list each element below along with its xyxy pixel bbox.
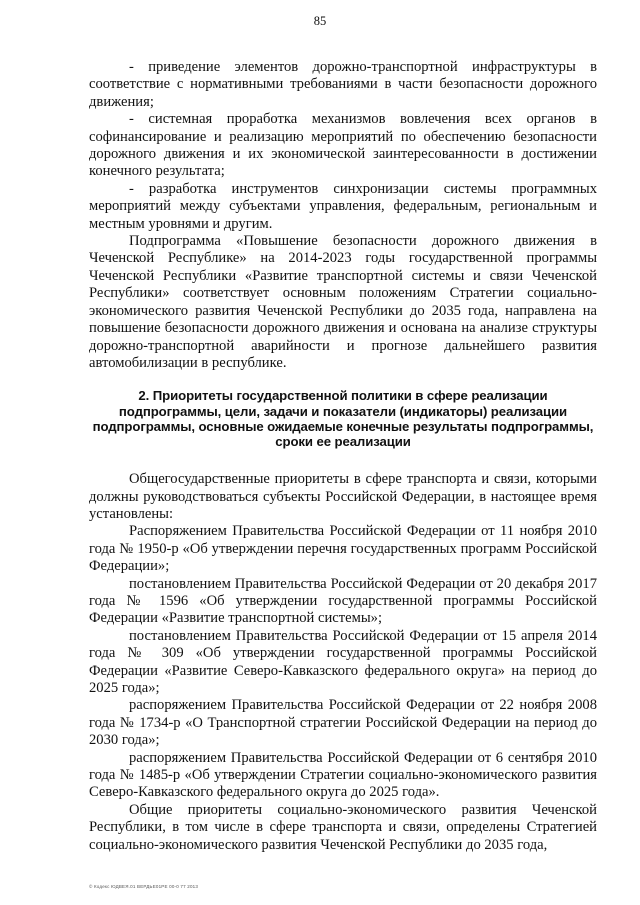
paragraph: распоряжением Правительства Российской Федерации от 22 ноября 2008 года № 1734-р «О Транспортной стратегии Российской Федерации на период до 2030 года»; [89, 697, 597, 749]
paragraph: распоряжением Правительства Российской Федерации от 6 сентября 2010 года № 1485-р «Об утверждении Стратегии социально-экономического развития Северо-Кавказского федерального округа до 2025 года». [89, 749, 597, 801]
document-body [89, 59, 597, 854]
paragraph: постановлением Правительства Российской Федерации от 15 апреля 2014 года № 309 «Об утверждении государственной программы Российской Федерации «Развитие Северо-Кавказского федерального округа» на период до 2025 года»; [89, 627, 597, 696]
paragraph: Распоряжением Правительства Российской Федерации от 11 ноября 2010 года № 1950-р «Об утверждении перечня государственных программ Российской Федерации»; [89, 523, 597, 575]
paragraph: Подпрограмма «Повышение безопасности дорожного движения в Чеченской Республике» на 2014-2023 годы государственной программы Чеченской Республики «Развитие транспортной системы и связи Чеченской Республики» соответствует основным положениям Стратегии социально-экономического развития Чеченской Республики до 2035 года, направлена на повышение безопасности дорожного движения и основана на анализе структуры дорожно-транспортной аварийности и прогнозе дальнейшего развития автомобилизации в республике. [89, 233, 597, 371]
paragraph: постановлением Правительства Российской Федерации от 20 декабря 2017 года № 1596 «Об утверждении государственной программы Российской Федерации «Развитие транспортной системы»; [89, 575, 597, 627]
paragraph: - разработка инструментов синхронизации системы программных мероприятий между субъектами управления, федеральным, региональным и местным уровнями и другим. [89, 180, 597, 232]
paragraph: - системная проработка механизмов вовлечения всех органов в софинансирование и реализацию мероприятий по обеспечению безопасности дорожного движения и их экономической заинтересованности в достижении конечного результата; [89, 111, 597, 180]
paragraph: - приведение элементов дорожно-транспортной инфраструктуры в соответствие с нормативными требованиями в части безопасности дорожного движения; [89, 59, 597, 110]
paragraph: Общие приоритеты социально-экономического развития Чеченской Республики, в том числе в сфере транспорта и связи, определены Стратегией социально-экономического развития Чеченской Республики до 2035 года, [89, 801, 597, 853]
section-heading: 2. Приоритеты государственной политики в сфере реализации подпрограммы, цели, задачи и показатели (индикаторы) реализации подпрограммы, основные ожидаемые конечные результаты подпрограммы, сроки ее реализации [92, 388, 594, 449]
paragraph: Общегосударственные приоритеты в сфере транспорта и связи, которыми должны руководствоваться субъекты Российской Федерации, в настоящее время установлены: [89, 471, 597, 522]
footer-note: © Кодекс ЮДВЕЯ.01 ВЕРДЬЕ01РЕ 00-0 77 2013 [89, 884, 199, 889]
page-number: 85 [313, 14, 327, 28]
